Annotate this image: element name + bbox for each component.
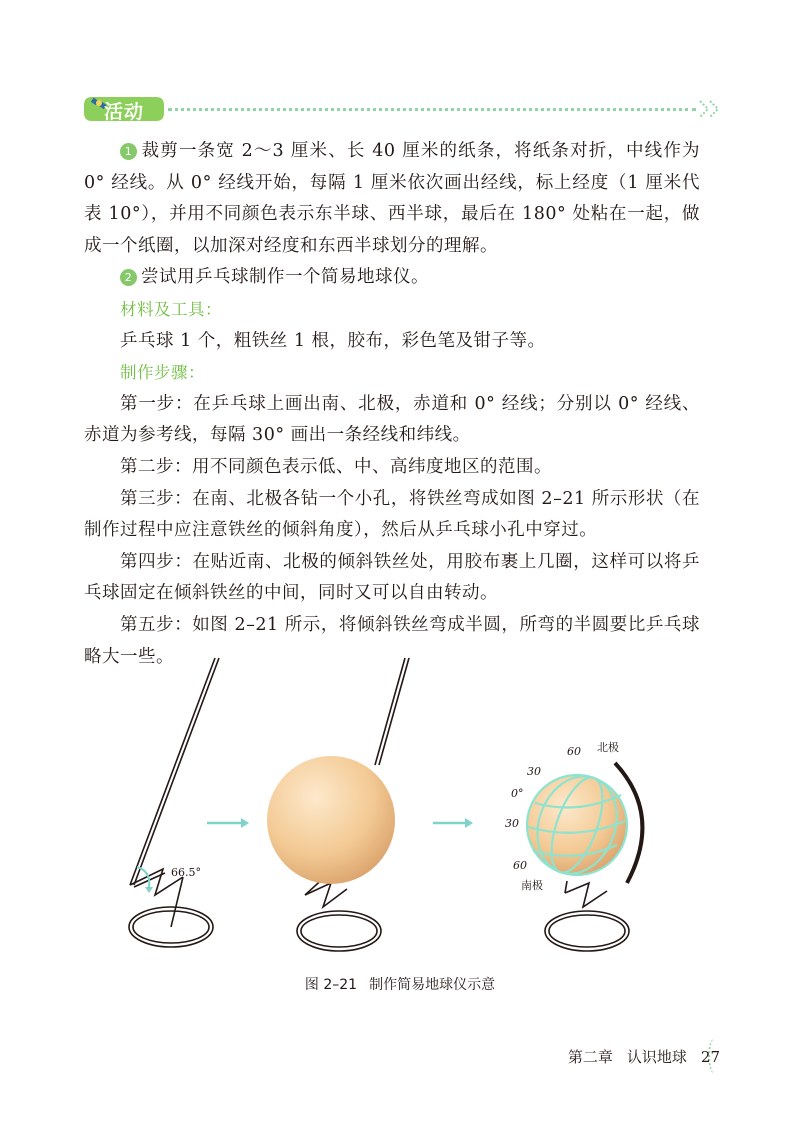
step-3: 第三步：在南、北极各钻一个小孔，将铁丝弯成如图 2–21 所示形状（在制作过程中应注意铁丝的倾斜角度），然后从乒乓球小孔中穿过。 <box>84 488 700 541</box>
globe-making-figure <box>115 655 685 960</box>
step-4: 第四步：在贴近南、北极的倾斜铁丝处，用胶布裹上几圈，这样可以将乒乓球固定在倾斜铁丝的中间，同时又可以自由转动。 <box>84 551 700 604</box>
ball-stage-2 <box>267 658 409 951</box>
paragraph-1 <box>84 136 700 262</box>
header-dotted-line <box>168 108 696 111</box>
paragraph-2 <box>84 262 700 294</box>
materials-text: 乒乓球 1 个，粗铁丝 1 根，胶布，彩色笔及钳子等。 <box>120 330 546 351</box>
label-north-pole: 北极 <box>597 741 619 754</box>
figure-caption <box>0 974 800 994</box>
label-south-pole: 南极 <box>521 879 543 892</box>
step-2: 第二步：用不同颜色表示低、中、高纬度地区的范围。 <box>120 456 552 477</box>
arrow-right-icon <box>433 818 473 828</box>
step-5: 第五步：如图 2–21 所示，将倾斜铁丝弯成半圆，所弯的半圆要比乒乓球略大一些。 <box>84 614 700 667</box>
step-1: 第一步：在乒乓球上画出南、北极，赤道和 0° 经线；分别以 0° 经线、赤道为参考线，每隔 30° 画出一条经线和纬线。 <box>84 393 700 446</box>
caption-number: 图 2–21 <box>304 977 358 993</box>
activity-content <box>84 136 700 673</box>
globe-stage-3 <box>505 740 642 951</box>
activity-header <box>82 95 722 123</box>
paragraph-1-text: 裁剪一条宽 2～3 厘米、长 40 厘米的纸条，将纸条对折，中线作为 0° 经线。从 0° 经线开始，每隔 1 厘米依次画出经线，标上经度（1 厘米代表 10°），并用不同颜色表示东半球、西半球，最后在 180° 处粘在一起，做成一个纸圈，以加深对经度和东西半球划分的理解。 <box>84 141 700 256</box>
footer-chapter: 第二章 <box>567 1048 613 1066</box>
page-number: 27 <box>700 1048 720 1066</box>
label-lat-30s: 30 <box>505 817 519 830</box>
page-footer <box>568 1046 720 1067</box>
ping-pong-ball <box>267 756 395 884</box>
number-badge-1: 1 <box>120 143 137 160</box>
number-badge-2: 2 <box>120 269 137 286</box>
paragraph-2-text: 尝试用乒乓球制作一个简易地球仪。 <box>141 267 429 288</box>
label-lat-30n: 30 <box>527 765 541 778</box>
angle-label: 66.5° <box>171 866 201 879</box>
label-lat-60s: 60 <box>513 859 527 872</box>
footer-title: 认识地球 <box>626 1048 687 1066</box>
caption-text: 制作简易地球仪示意 <box>369 977 496 993</box>
materials-heading: 材料及工具： <box>120 299 222 319</box>
label-lat-0: 0° <box>511 787 524 800</box>
activity-label: 活动 <box>104 101 145 123</box>
header-arrows-icon <box>696 98 724 120</box>
label-lat-60n: 60 <box>567 745 581 758</box>
arrow-right-icon <box>207 818 249 828</box>
steps-heading: 制作步骤： <box>120 363 205 383</box>
bent-wire-stage-1 <box>129 658 219 947</box>
